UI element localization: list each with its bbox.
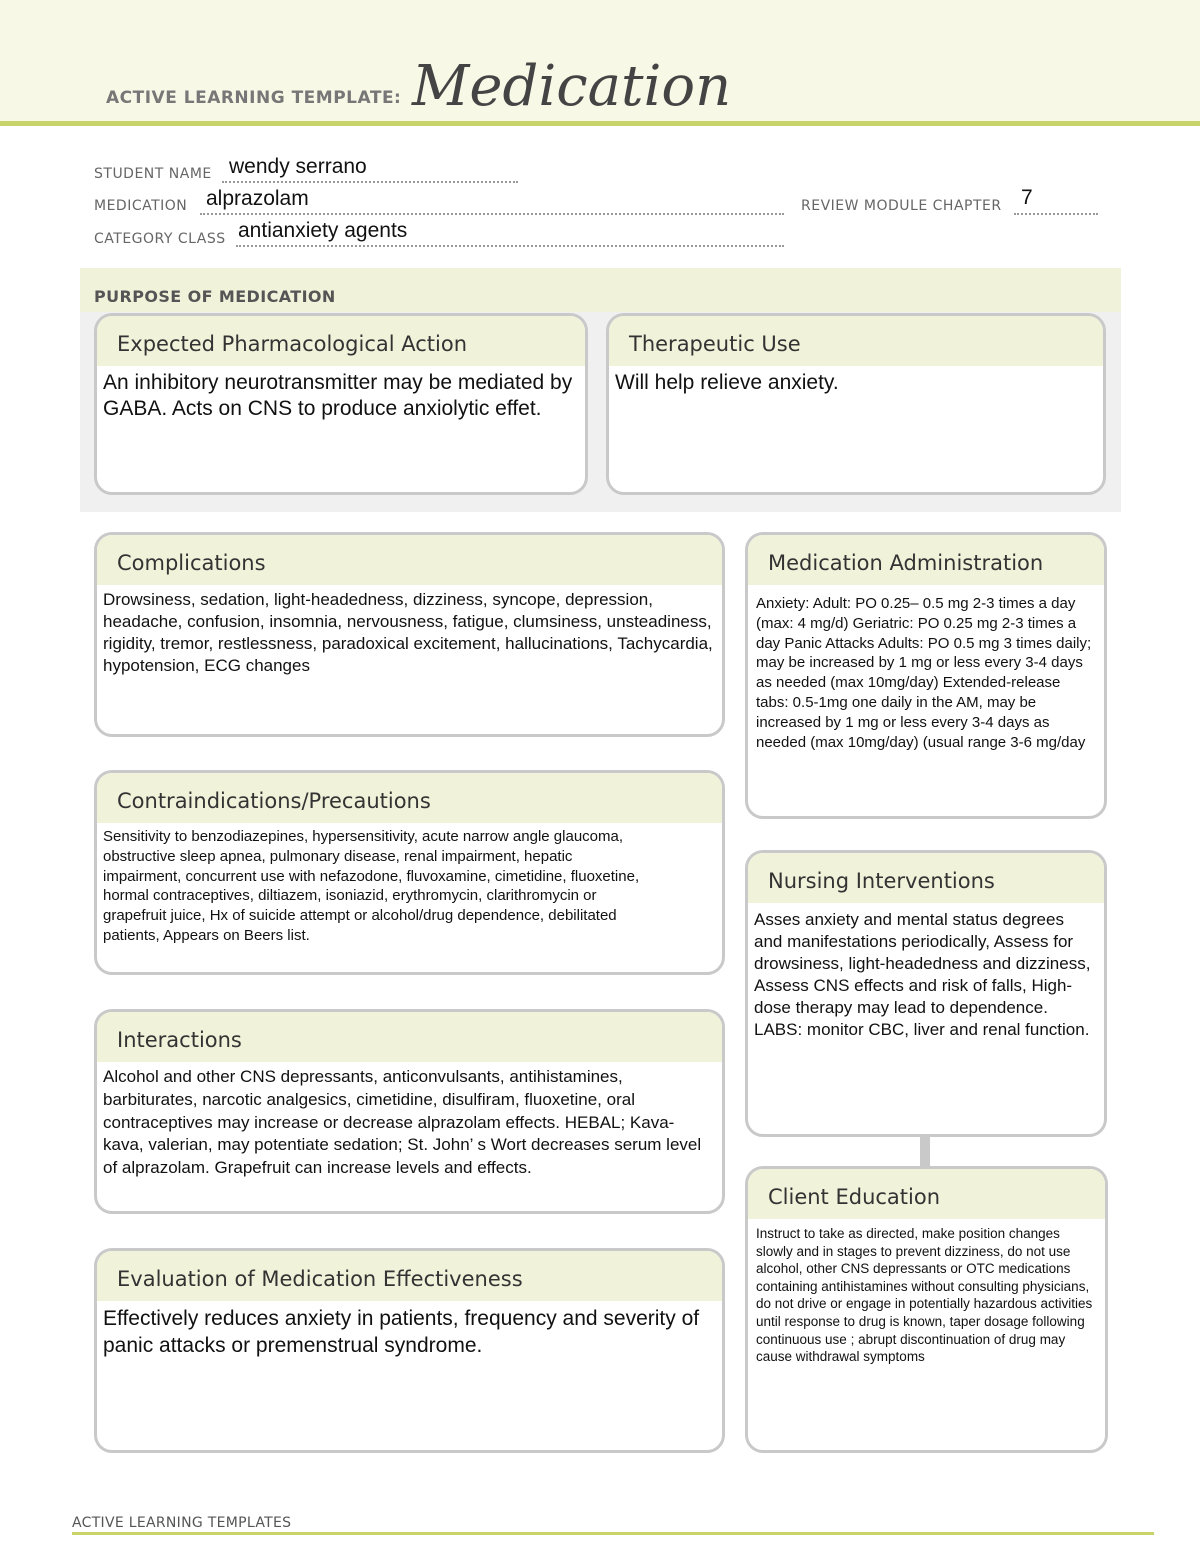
expected-action-text[interactable]: An inhibitory neurotransmitter may be mediated by GABA. Acts on CNS to produce anxiolytic effet. bbox=[103, 371, 573, 420]
page-title: Medication bbox=[412, 54, 732, 119]
medication-label: MEDICATION bbox=[94, 198, 188, 214]
interactions-title: Interactions bbox=[117, 1028, 242, 1052]
client-education-title: Client Education bbox=[768, 1185, 941, 1209]
interactions-header bbox=[97, 1012, 722, 1062]
medication-administration-title: Medication Administration bbox=[768, 551, 1044, 575]
therapeutic-use-box bbox=[606, 313, 1106, 495]
category-class-value[interactable]: antianxiety agents bbox=[238, 219, 408, 242]
review-module-label: REVIEW MODULE CHAPTER bbox=[801, 198, 1002, 214]
student-name-line bbox=[222, 181, 518, 183]
client-education-text[interactable]: Instruct to take as directed, make position changes slowly and in stages to prevent dizziness, do not use alcohol, other CNS depressants or OTC medications containing antihistamines without consulting physicians, do not drive or engage in potentially hazardous activities until response to drug is known, taper dosage following continuous use ; abrupt discontinuation of drug may cause withdrawal symptoms bbox=[756, 1226, 1093, 1365]
contraindications-text[interactable]: Sensitivity to benzodiazepines, hypersensitivity, acute narrow angle glaucoma, obstructive sleep apnea, pulmonary disease, renal impairment, hepatic impairment, concurrent use with nefazodone, fluvoxamine, cimetidine, fluoxetine, hormal contraceptives, diltiazem, isoniazid, erythromycin, clarithromycin or grapefruit juice, Hx of suicide attempt or alcohol/drug dependence, debilitated patients, Appears on Beers list. bbox=[103, 828, 640, 944]
client-education-box bbox=[745, 1166, 1108, 1453]
contraindications-header bbox=[97, 773, 722, 823]
footer-rule bbox=[72, 1532, 1154, 1535]
medication-administration-box bbox=[745, 532, 1107, 819]
nursing-interventions-box bbox=[745, 850, 1107, 1137]
student-name-label: STUDENT NAME bbox=[94, 166, 212, 182]
category-class-label: CATEGORY CLASS bbox=[94, 231, 226, 247]
medication-administration-text[interactable]: Anxiety: Adult: PO 0.25– 0.5 mg 2-3 times a day (max: 4 mg/d) Geriatric: PO 0.25 mg 2-3 times a day Panic Attacks Adults: PO 0.5 mg 3 times daily; may be increased by 1 mg or less every 3-4 days as needed (max 10mg/day) Extended-release tabs: 0.5-1mg one daily in the AM, may be increased by 1 mg or less every 3-4 days as needed (max 10mg/day) (usual range 3-6 mg/day bbox=[756, 595, 1092, 751]
connector-bar bbox=[920, 1134, 930, 1166]
student-name-value[interactable]: wendy serrano bbox=[229, 155, 367, 178]
therapeutic-use-text[interactable]: Will help relieve anxiety. bbox=[615, 371, 839, 394]
purpose-title: PURPOSE OF MEDICATION bbox=[94, 287, 336, 306]
complications-title: Complications bbox=[117, 551, 266, 575]
medication-administration-header bbox=[748, 535, 1104, 585]
therapeutic-use-title: Therapeutic Use bbox=[629, 332, 801, 356]
contraindications-box bbox=[94, 770, 725, 975]
nursing-interventions-header bbox=[748, 853, 1104, 903]
expected-action-box bbox=[94, 313, 588, 495]
interactions-box bbox=[94, 1009, 725, 1214]
footer-label: ACTIVE LEARNING TEMPLATES bbox=[72, 1515, 292, 1531]
evaluation-text[interactable]: Effectively reduces anxiety in patients, frequency and severity of panic attacks or premenstrual syndrome. bbox=[103, 1307, 700, 1357]
category-class-line bbox=[236, 245, 784, 247]
interactions-text[interactable]: Alcohol and other CNS depressants, anticonvulsants, antihistamines, barbiturates, narcotic analgesics, cimetidine, disulfiram, fluoxetine, oral contraceptives may increase or decrease alprazolam effects. HEBAL; Kava-kava, valerian, may potentiate sedation; St. John’ s Wort decreases serum level of alprazolam. Grapefruit can increase levels and effects. bbox=[103, 1067, 702, 1178]
evaluation-header bbox=[97, 1251, 722, 1301]
therapeutic-use-header bbox=[609, 316, 1103, 366]
expected-action-title: Expected Pharmacological Action bbox=[117, 332, 468, 356]
nursing-interventions-title: Nursing Interventions bbox=[768, 869, 995, 893]
nursing-interventions-text[interactable]: Asses anxiety and mental status degrees and manifestations periodically, Assess for drowsiness, light-headedness and dizziness, Assess CNS effects and risk of falls, High-dose therapy may lead to dependence. LABS: monitor CBC, liver and renal function. bbox=[754, 910, 1091, 1039]
complications-header bbox=[97, 535, 722, 585]
medication-value[interactable]: alprazolam bbox=[206, 187, 309, 210]
evaluation-title: Evaluation of Medication Effectiveness bbox=[117, 1267, 523, 1291]
complications-text[interactable]: Drowsiness, sedation, light-headedness, dizziness, syncope, depression, headache, confusion, insomnia, nervousness, fatigue, clumsiness, unsteadiness, rigidity, tremor, restlessness, paradoxical excitement, hallucinations, Tachycardia, hypotension, ECG changes bbox=[103, 590, 713, 675]
medication-line bbox=[200, 213, 784, 215]
complications-box bbox=[94, 532, 725, 737]
review-module-value[interactable]: 7 bbox=[1021, 186, 1033, 209]
review-module-line bbox=[1014, 213, 1098, 215]
client-education-header bbox=[748, 1169, 1105, 1219]
contraindications-title: Contraindications/Precautions bbox=[117, 789, 431, 813]
evaluation-box bbox=[94, 1248, 725, 1453]
header-rule bbox=[0, 121, 1200, 126]
template-label: ACTIVE LEARNING TEMPLATE: bbox=[106, 88, 402, 108]
expected-action-header bbox=[97, 316, 585, 366]
